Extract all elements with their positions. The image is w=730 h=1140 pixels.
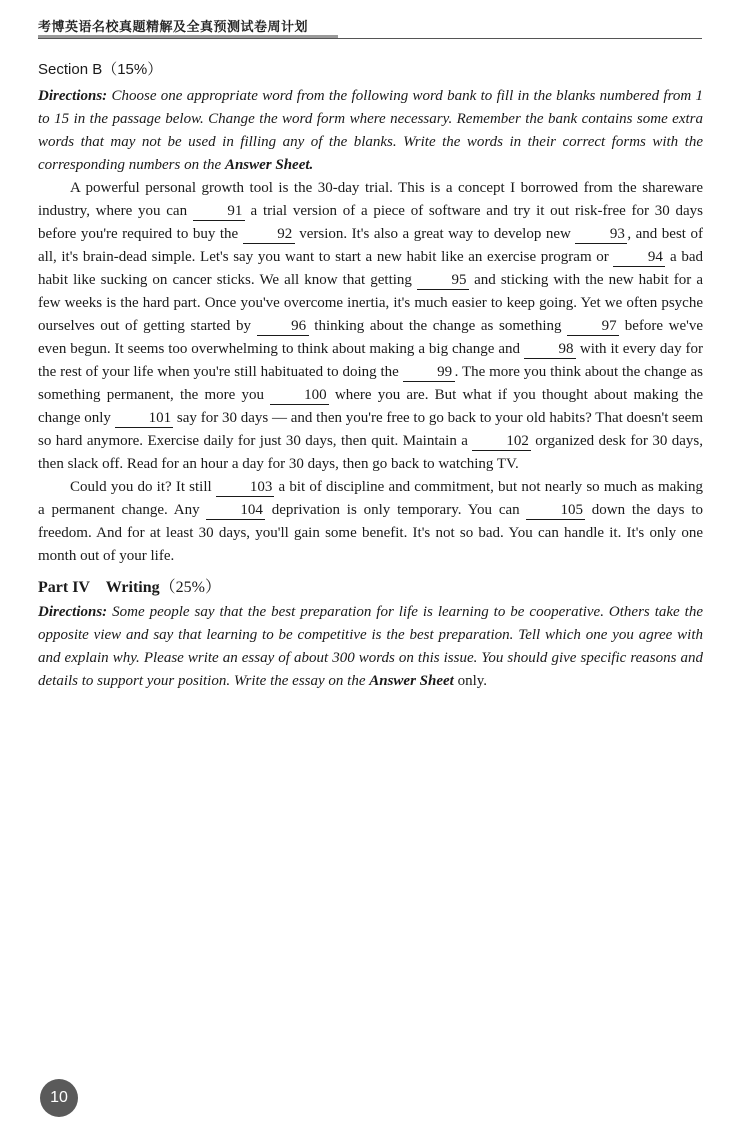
directions-label: Directions: <box>38 88 108 104</box>
directions-bold: Answer Sheet <box>369 673 454 689</box>
passage-text: and sticking with the new habit for a few weeks is the hard part. Once you've overcome inertia, it's much easier to keep going. Yet we often psyche ourselves out of getting started by <box>38 272 703 334</box>
header-title: 考博英语名校真题精解及全真预测试卷周计划 <box>38 20 309 35</box>
directions-bold: Answer Sheet. <box>224 157 314 173</box>
page-content <box>38 58 703 693</box>
blank-105: 105 <box>526 502 585 520</box>
passage-text: organized desk for 30 days, then slack off. Read for an hour a day for 30 days, then go back to watching TV. <box>38 433 703 472</box>
passage-text: version. It's also a great way to develop new <box>294 226 576 242</box>
passage-text: thinking about the change as something <box>308 318 568 334</box>
passage-text: A powerful personal growth tool is the 30-day trial. This is a concept I borrowed from the shareware industry, where you can <box>38 180 703 219</box>
passage-text: a trial version of a piece of software and try it out risk-free for 30 days before you're required to buy the <box>38 203 704 242</box>
part-iv-heading <box>38 576 703 599</box>
directions-end: only. <box>453 673 488 689</box>
page-number: 10 <box>40 1079 78 1117</box>
blank-93: 93 <box>575 226 627 244</box>
passage-text: down the days to freedom. And for at least 30 days, you'll gain some benefit. It's not so bad. You can handle it. It's only one month out of your life. <box>38 502 703 564</box>
passage-text: with it every day for the rest of your life when you're still habituated to doing the <box>38 341 703 380</box>
directions-text: Choose one appropriate word from the following word bank to fill in the blanks numbered from 1 to 15 in the passage below. Change the word form where necessary. Remember the bank contains some extra words that may not be used in filling any of the blanks. Write the words in their correct forms with the corresponding numbers on the <box>38 88 703 173</box>
blank-96: 96 <box>257 318 309 336</box>
header-rule <box>38 38 702 39</box>
section-b-heading: Section B（15%） <box>38 61 163 78</box>
passage-text: say for 30 days — and then you're free to go back to your old habits? That doesn't seem so hard anymore. Exercise daily for just 30 days, then quit. Maintain a <box>38 410 704 449</box>
blank-101: 101 <box>115 410 174 428</box>
passage-paragraph-2 <box>38 476 703 568</box>
blank-91: 91 <box>193 203 245 221</box>
blank-92: 92 <box>243 226 295 244</box>
passage-text: a bad habit like sucking on cancer sticks. We all know that getting <box>38 249 703 288</box>
passage-text: a bit of discipline and commitment, but not nearly so much as making a permanent change. Any <box>38 479 703 518</box>
blank-102: 102 <box>472 433 531 451</box>
blank-98: 98 <box>524 341 576 359</box>
passage-text: where you are. But what if you thought about making the change only <box>38 387 703 426</box>
section-b-directions <box>38 85 703 177</box>
part-iv-directions <box>38 601 703 693</box>
blank-97: 97 <box>567 318 619 336</box>
blank-95: 95 <box>417 272 469 290</box>
passage-paragraph-1 <box>38 177 703 476</box>
page-header <box>38 14 702 38</box>
blank-100: 100 <box>270 387 329 405</box>
passage-text: before we've even begun. It seems too overwhelming to think about making a big change and <box>38 318 703 357</box>
passage-text: . The more you think about the change as something permanent, the more you <box>38 364 704 403</box>
directions-label: Directions: <box>38 604 108 620</box>
part-iv-percent: （25%） <box>159 579 221 596</box>
blank-104: 104 <box>206 502 265 520</box>
passage-text: Could you do it? It still <box>70 479 216 495</box>
part-iv-title: Part IV Writing <box>38 579 160 596</box>
directions-text: Some people say that the best preparation for life is learning to be cooperative. Others take the opposite view and say that learning to be competitive is the best preparation. Tell which one you agree with and explain why. Please write an essay of about 300 words on this issue. You should give specific reasons and details to support your position. Write the essay on the <box>38 604 703 689</box>
passage-text: , and best of all, it's brain-dead simple. Let's say you want to start a new habit like an exercise program or <box>38 226 703 265</box>
blank-99: 99 <box>403 364 455 382</box>
blank-103: 103 <box>216 479 275 497</box>
passage-text: deprivation is only temporary. You can <box>264 502 527 518</box>
blank-94: 94 <box>613 249 665 267</box>
